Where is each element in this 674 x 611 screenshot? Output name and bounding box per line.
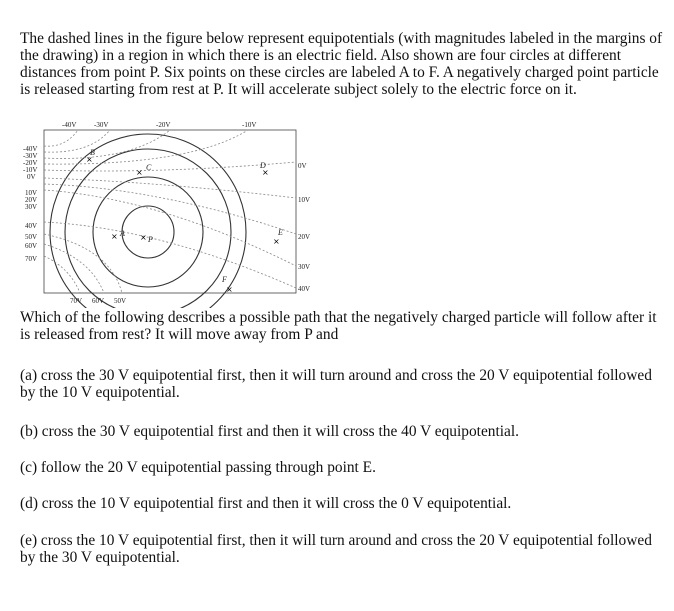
left-label: 70V [25, 255, 38, 263]
left-label: 20V [25, 196, 38, 204]
circle-2 [93, 177, 203, 287]
option-d: (d) cross the 10 V equipotential first and then it will cross the 0 V equipotential. [20, 495, 512, 512]
top-label: -10V [242, 121, 257, 129]
point-a-label: A [120, 229, 125, 238]
point-d-marker: × [262, 168, 269, 177]
left-label: 30V [25, 203, 38, 211]
left-label: -30V [23, 152, 38, 160]
point-b-marker: × [86, 155, 93, 164]
right-label: 0V [298, 162, 307, 170]
left-label: 40V [25, 222, 38, 230]
left-label: 60V [25, 242, 38, 250]
top-label: -30V [94, 121, 109, 129]
points-group [86, 155, 280, 294]
point-f-label: F [222, 275, 227, 284]
equipotential-line [44, 256, 80, 293]
equipotential-figure [10, 118, 330, 308]
right-label: 10V [298, 196, 311, 204]
top-label: -40V [62, 121, 77, 129]
equipotential-line [44, 162, 296, 171]
circle-3 [65, 149, 231, 308]
point-d-label: D [260, 161, 266, 170]
equipotential-diagram [10, 118, 330, 308]
bottom-label: 70V [70, 297, 83, 305]
left-label: 10V [25, 189, 38, 197]
right-label: 20V [298, 233, 311, 241]
top-label: -20V [156, 121, 171, 129]
circles-group [50, 134, 246, 308]
equipotential-line [44, 184, 296, 234]
left-label: -20V [23, 159, 38, 167]
point-c-label: C [146, 163, 152, 172]
bottom-label: 60V [92, 297, 105, 305]
point-b-label: B [90, 148, 95, 157]
equipotential-line [44, 130, 78, 146]
point-p-label: P [148, 235, 153, 244]
point-c-marker: × [136, 168, 143, 177]
circle-4 [50, 134, 246, 308]
point-a-marker: × [111, 232, 118, 241]
left-label: 50V [25, 233, 38, 241]
right-label: 40V [298, 285, 311, 293]
option-b: (b) cross the 30 V equipotential first and then it will cross the 40 V equipotential. [20, 423, 519, 440]
option-e: (e) cross the 10 V equipotential first, then it will turn around and cross the 20 V equipotential followed by the 30 V equipotential. [20, 532, 652, 566]
question-text: Which of the following describes a possible path that the negatively charged particle will follow after it is released from rest? It will move away from P and [20, 309, 657, 343]
equipotentials-group [44, 130, 296, 293]
right-label: 30V [298, 263, 311, 271]
equipotential-line [44, 190, 296, 266]
left-label: 0V [27, 173, 36, 181]
point-f-marker: × [226, 285, 233, 294]
circle-1 [122, 206, 174, 258]
left-label: -40V [23, 145, 38, 153]
option-c: (c) follow the 20 V equipotential passing through point E. [20, 459, 376, 476]
equipotential-line [44, 222, 296, 288]
problem-intro: The dashed lines in the figure below represent equipotentials (with magnitudes labeled in the margins of the drawing) in a region in which there is an electric field. Also shown are four circles at different distances from point P. Six points on these circles are labeled A to F. A negatively charged point particle is released starting from rest at P. It will accelerate subject solely to the electric force on it. [20, 30, 663, 98]
point-e-label: E [278, 228, 283, 237]
figure-frame [44, 130, 296, 293]
equipotential-line [44, 130, 110, 152]
left-label: -10V [23, 166, 38, 174]
point-p-marker: × [140, 233, 147, 242]
equipotential-line [44, 130, 248, 164]
option-a: (a) cross the 30 V equipotential first, then it will turn around and cross the 20 V equipotential followed by the 10 V equipotential. [20, 367, 652, 401]
bottom-label: 50V [114, 297, 127, 305]
point-e-marker: × [273, 237, 280, 246]
